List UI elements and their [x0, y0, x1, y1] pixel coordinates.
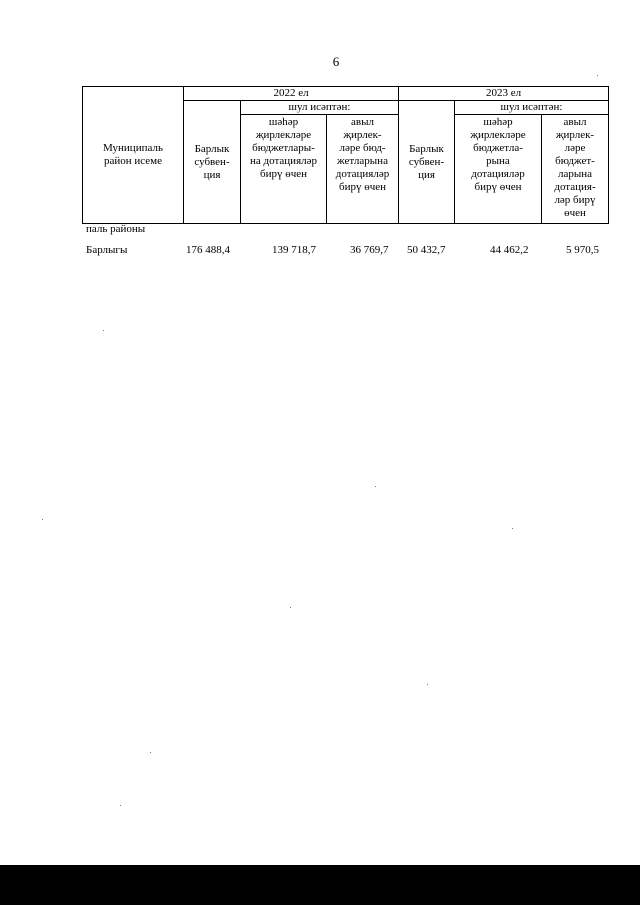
- scan-speck: [427, 684, 428, 685]
- total-subvention-2023-header: Барлык субвен- ция: [399, 101, 455, 224]
- scan-bottom-border: [0, 865, 640, 905]
- scan-speck: [597, 75, 598, 76]
- including-2022-header: шул исәптән:: [241, 101, 399, 115]
- villages-2023-header: авыл җирлек- ләре бюджет- ларына дотация- ләр бирү өчен: [542, 115, 609, 224]
- scan-speck: [512, 528, 513, 529]
- villages-2023-value: 5 970,5: [566, 244, 599, 256]
- scan-speck: [120, 805, 121, 806]
- total-2023-value: 50 432,7: [407, 244, 446, 256]
- municipal-district-header: Муниципаль район исеме: [83, 87, 184, 224]
- year-2023-header: 2023 ел: [399, 87, 609, 101]
- subvention-table-header: [82, 86, 609, 224]
- continuation-text: паль районы: [86, 223, 146, 235]
- villages-2022-header: авыл җирлек- ләре бюд- жетларына дотацияләр бирү өчен: [327, 115, 399, 224]
- scan-speck: [42, 519, 43, 520]
- total-subvention-2022-header: Барлык субвен- ция: [184, 101, 241, 224]
- scan-speck: [375, 486, 376, 487]
- scan-speck: [290, 607, 291, 608]
- cities-2022-header: шәһәр җирлекләре бюджетлары- на дотацияләр бирү өчен: [241, 115, 327, 224]
- cities-2023-header: шәһәр җирлекләре бюджетла- рына дотацияләр бирү өчен: [455, 115, 542, 224]
- including-2023-header: шул исәптән:: [455, 101, 609, 115]
- total-label: Барлыгы: [86, 244, 128, 256]
- cities-2022-value: 139 718,7: [272, 244, 316, 256]
- cities-2023-value: 44 462,2: [490, 244, 529, 256]
- total-2022-value: 176 488,4: [186, 244, 230, 256]
- villages-2022-value: 36 769,7: [350, 244, 389, 256]
- scan-speck: [150, 752, 151, 753]
- page-number: 6: [332, 54, 340, 69]
- year-2022-header: 2022 ел: [184, 87, 399, 101]
- scan-speck: [103, 330, 104, 331]
